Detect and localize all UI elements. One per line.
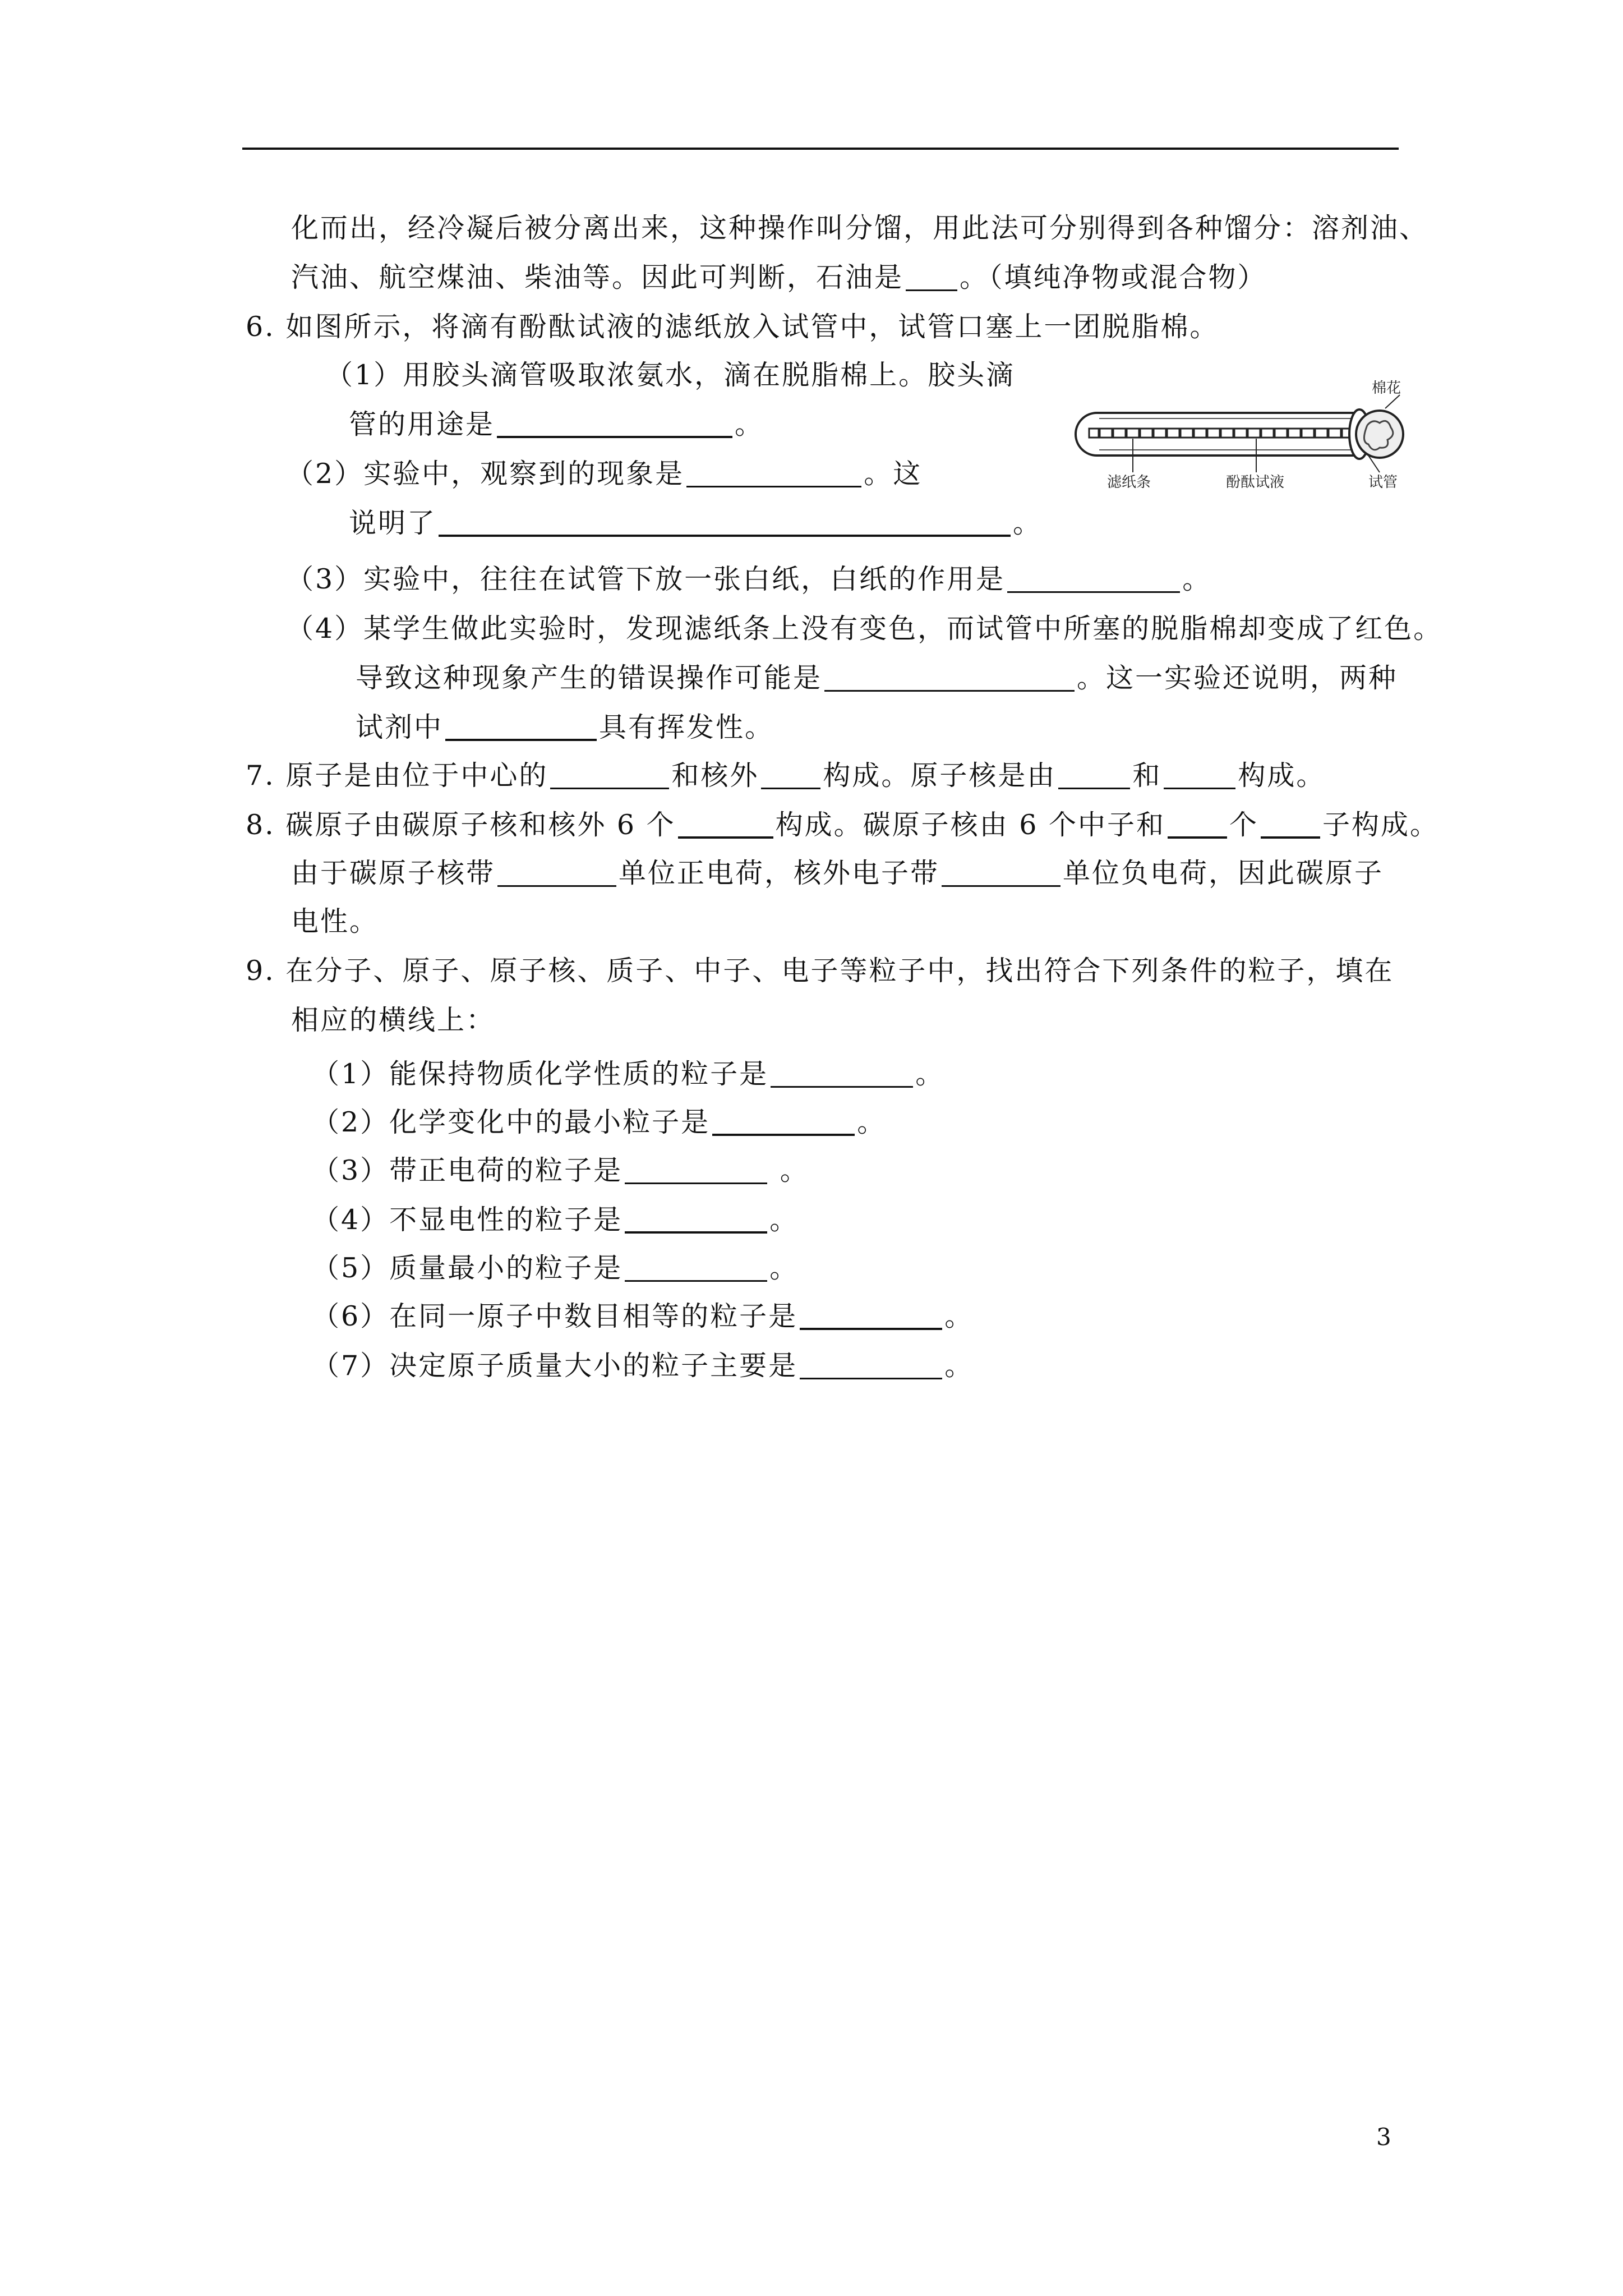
- header-rule: [242, 148, 1399, 150]
- question-9-7: （7）决定原子质量大小的粒子主要是 。: [312, 1350, 974, 1382]
- question-6-2-line-2: 说明了 。: [349, 507, 1043, 539]
- question-9-5: （5）质量最小的粒子是 。: [312, 1252, 799, 1284]
- answer-blank[interactable]: [906, 289, 957, 291]
- answer-blank[interactable]: [712, 1134, 855, 1136]
- answer-blank[interactable]: [445, 739, 597, 741]
- question-6-3: （3）实验中，往往在试管下放一张白纸，白纸的作用是 。: [286, 563, 1212, 595]
- answer-blank[interactable]: [761, 788, 820, 789]
- question-6-1-line-2: 管的用途是 。: [349, 408, 764, 440]
- question-8-line-2: 由于碳原子核带 单位正电荷，核外电子带 单位负电荷，因此碳原子: [291, 857, 1384, 889]
- answer-blank[interactable]: [824, 690, 1075, 692]
- cotton-plug-icon: [1349, 409, 1403, 459]
- answer-blank[interactable]: [625, 1231, 767, 1234]
- continued-line-2: 汽油、航空煤油、柴油等。因此可判断，石油是 。（填纯净物或混合物）: [291, 261, 1267, 293]
- label-cotton: 棉花: [1372, 380, 1401, 397]
- answer-blank[interactable]: [550, 788, 669, 789]
- question-8-line-3: 电性。: [291, 905, 379, 937]
- answer-blank[interactable]: [497, 885, 616, 887]
- answer-blank[interactable]: [678, 836, 773, 839]
- answer-blank[interactable]: [771, 1086, 913, 1088]
- question-6-4-line-3: 试剂中 具有挥发性。: [356, 711, 774, 743]
- answer-blank[interactable]: [1058, 788, 1130, 789]
- label-test-tube: 试管: [1368, 474, 1398, 491]
- answer-blank[interactable]: [1164, 788, 1235, 789]
- question-6-4-line-1: （4）某学生做此实验时，发现滤纸条上没有变色，而试管中所塞的脱脂棉却变成了红色。: [286, 613, 1443, 645]
- question-6-4-line-2: 导致这种现象产生的错误操作可能是 。这一实验还说明，两种: [356, 662, 1398, 694]
- question-9-3: （3）带正电荷的粒子是 。: [312, 1154, 809, 1186]
- question-9-6: （6）在同一原子中数目相等的粒子是 。: [312, 1300, 974, 1332]
- question-9-line-2: 相应的横线上：: [291, 1004, 496, 1036]
- question-7: 7. 原子是由位于中心的 和核外 构成。原子核是由 和 构成。: [246, 760, 1326, 792]
- answer-blank[interactable]: [800, 1328, 942, 1330]
- question-6-1-line-1: （1）用胶头滴管吸取浓氨水，滴在脱脂棉上。胶头滴: [325, 359, 1016, 391]
- page-number: 3: [1376, 2123, 1391, 2151]
- question-9-line-1: 9. 在分子、原子、原子核、质子、中子、电子等粒子中，找出符合下列条件的粒子，填在: [246, 955, 1394, 987]
- answer-blank[interactable]: [686, 486, 861, 487]
- answer-blank[interactable]: [497, 436, 732, 438]
- question-9-2: （2）化学变化中的最小粒子是 。: [312, 1106, 887, 1138]
- filter-paper-strip-icon: [1089, 429, 1357, 438]
- label-phenolphthalein: 酚酞试液: [1226, 474, 1285, 491]
- question-8-line-1: 8. 碳原子由碳原子核和核外 6 个 构成。碳原子核由 6 个中子和 个 子构成。: [246, 809, 1440, 841]
- continued-line-1: 化而出，经冷凝后被分离出来，这种操作叫分馏，用此法可分别得到各种馏分：溶剂油、: [291, 212, 1429, 244]
- answer-blank[interactable]: [1261, 836, 1320, 839]
- question-9-1: （1）能保持物质化学性质的粒子是 。: [312, 1058, 945, 1090]
- answer-blank[interactable]: [625, 1182, 767, 1184]
- label-filter-strip: 滤纸条: [1107, 474, 1151, 491]
- answer-blank[interactable]: [439, 535, 1011, 537]
- question-9-4: （4）不显电性的粒子是 。: [312, 1204, 799, 1236]
- answer-blank[interactable]: [1007, 591, 1180, 593]
- answer-blank[interactable]: [942, 885, 1061, 887]
- answer-blank[interactable]: [625, 1280, 767, 1282]
- question-6: 6. 如图所示，将滴有酚酞试液的滤纸放入试管中，试管口塞上一团脱脂棉。: [246, 311, 1219, 343]
- question-6-2-line-1: （2）实验中，观察到的现象是 。这: [286, 458, 923, 490]
- answer-blank[interactable]: [1168, 836, 1227, 839]
- test-tube-figure: [1066, 377, 1424, 499]
- answer-blank[interactable]: [800, 1378, 942, 1379]
